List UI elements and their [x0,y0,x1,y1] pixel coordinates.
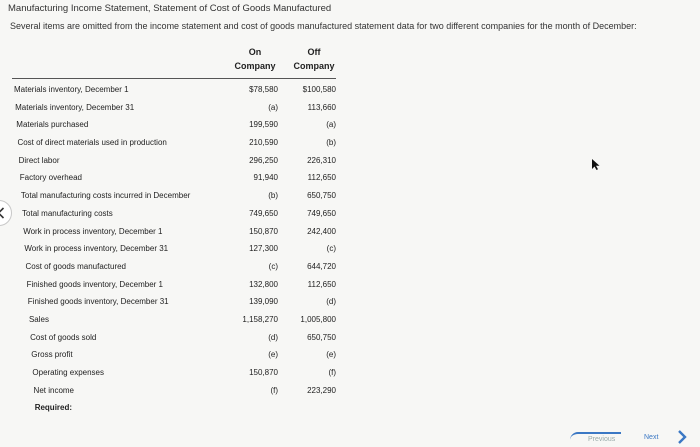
table-row [0,82,360,100]
page-title: Manufacturing Income Statement, Statement of Cost of Goods Manufactured [8,3,332,14]
column-header-off-company [288,45,340,73]
next-button[interactable]: Next [644,434,659,441]
table-row [0,347,360,365]
on-company-value: 210,590 [249,138,278,148]
on-company-value: (b) [268,191,278,201]
required-label: Required: [34,403,73,413]
on-company-value: (d) [268,332,278,342]
on-company-value: 296,250 [249,155,278,165]
chevron-right-icon[interactable] [676,430,688,444]
off-company-value: 112,650 [307,279,336,289]
row-label: Materials inventory, December 1 [14,85,129,94]
table-row [0,100,360,118]
row-label: Cost of goods sold [30,332,97,342]
row-label: Direct labor [18,155,60,165]
off-company-value: (f) [328,368,336,377]
on-company-value: (e) [268,350,278,360]
on-company-value: 749,650 [249,208,278,218]
table-row [0,294,360,312]
table-row [0,241,360,259]
table-row [0,135,360,153]
off-company-value: 113,660 [307,102,336,112]
on-company-value: 91,940 [253,173,278,183]
table-row [0,117,360,135]
on-company-value: 132,800 [249,279,278,289]
on-company-value: 150,870 [249,368,278,377]
column-header-off-line1: Off [307,47,321,57]
column-header-on-line2: Company [234,61,276,71]
off-company-value: (b) [326,138,336,148]
mouse-cursor-icon [592,159,600,170]
off-company-value: 650,750 [307,191,336,201]
off-company-value: 650,750 [307,332,336,342]
table-row [0,188,360,206]
previous-button[interactable]: Previous [570,432,621,443]
off-company-value: (e) [326,350,336,360]
row-label: Gross profit [31,350,73,360]
table-row [0,365,360,383]
header-divider [12,78,336,79]
row-label: Cost of goods manufactured [25,261,127,271]
table-row [0,153,360,171]
off-company-value: (d) [326,297,336,307]
on-company-value: 150,870 [249,226,278,236]
row-label: Work in process inventory, December 31 [24,244,169,254]
off-company-value: 223,290 [307,385,336,395]
table-row [0,224,360,242]
table-row [0,259,360,277]
data-table [0,82,360,418]
table-row [0,277,360,295]
on-company-value: (a) [268,102,278,112]
row-label: Materials inventory, December 31 [15,102,135,112]
off-company-value: 644,720 [307,261,336,271]
row-label: Materials purchased [16,120,89,130]
column-header-on-line1: On [248,47,262,57]
required-row [0,400,360,418]
on-company-value: 1,158,270 [242,314,278,324]
column-header-off-line2: Company [293,61,335,71]
on-company-value: 127,300 [249,244,278,254]
row-label: Finished goods inventory, December 31 [27,297,169,307]
on-company-value: 139,090 [249,297,278,307]
chevron-left-icon [0,207,5,219]
table-row [0,330,360,348]
row-label: Cost of direct materials used in production [17,138,167,148]
off-company-value: 226,310 [307,155,336,165]
row-label: Finished goods inventory, December 1 [26,279,164,289]
row-label: Total manufacturing costs [22,208,113,218]
row-label: Work in process inventory, December 1 [23,226,163,236]
off-company-value: 242,400 [307,226,336,236]
intro-text: Several items are omitted from the income statement and cost of goods manufactured statement data for two different companies for the month of December: [10,21,637,31]
table-row [0,206,360,224]
table-row [0,312,360,330]
off-company-value: (a) [326,120,336,130]
off-company-value: $100,580 [302,85,336,94]
row-label: Factory overhead [19,173,83,183]
on-company-value: (c) [268,261,278,271]
off-company-value: 749,650 [307,208,336,218]
on-company-value: (f) [270,385,278,395]
off-company-value: 112,650 [307,173,336,183]
row-label: Net income [33,385,75,395]
table-row [0,170,360,188]
column-header-on-company [228,45,282,73]
off-company-value: (c) [326,244,336,254]
off-company-value: 1,005,800 [300,314,336,324]
on-company-value: 199,590 [249,120,278,130]
row-label: Total manufacturing costs incurred in December [20,191,191,201]
on-company-value: $78,580 [249,85,278,94]
row-label: Operating expenses [32,368,104,377]
row-label: Sales [28,314,49,324]
table-row [0,383,360,401]
